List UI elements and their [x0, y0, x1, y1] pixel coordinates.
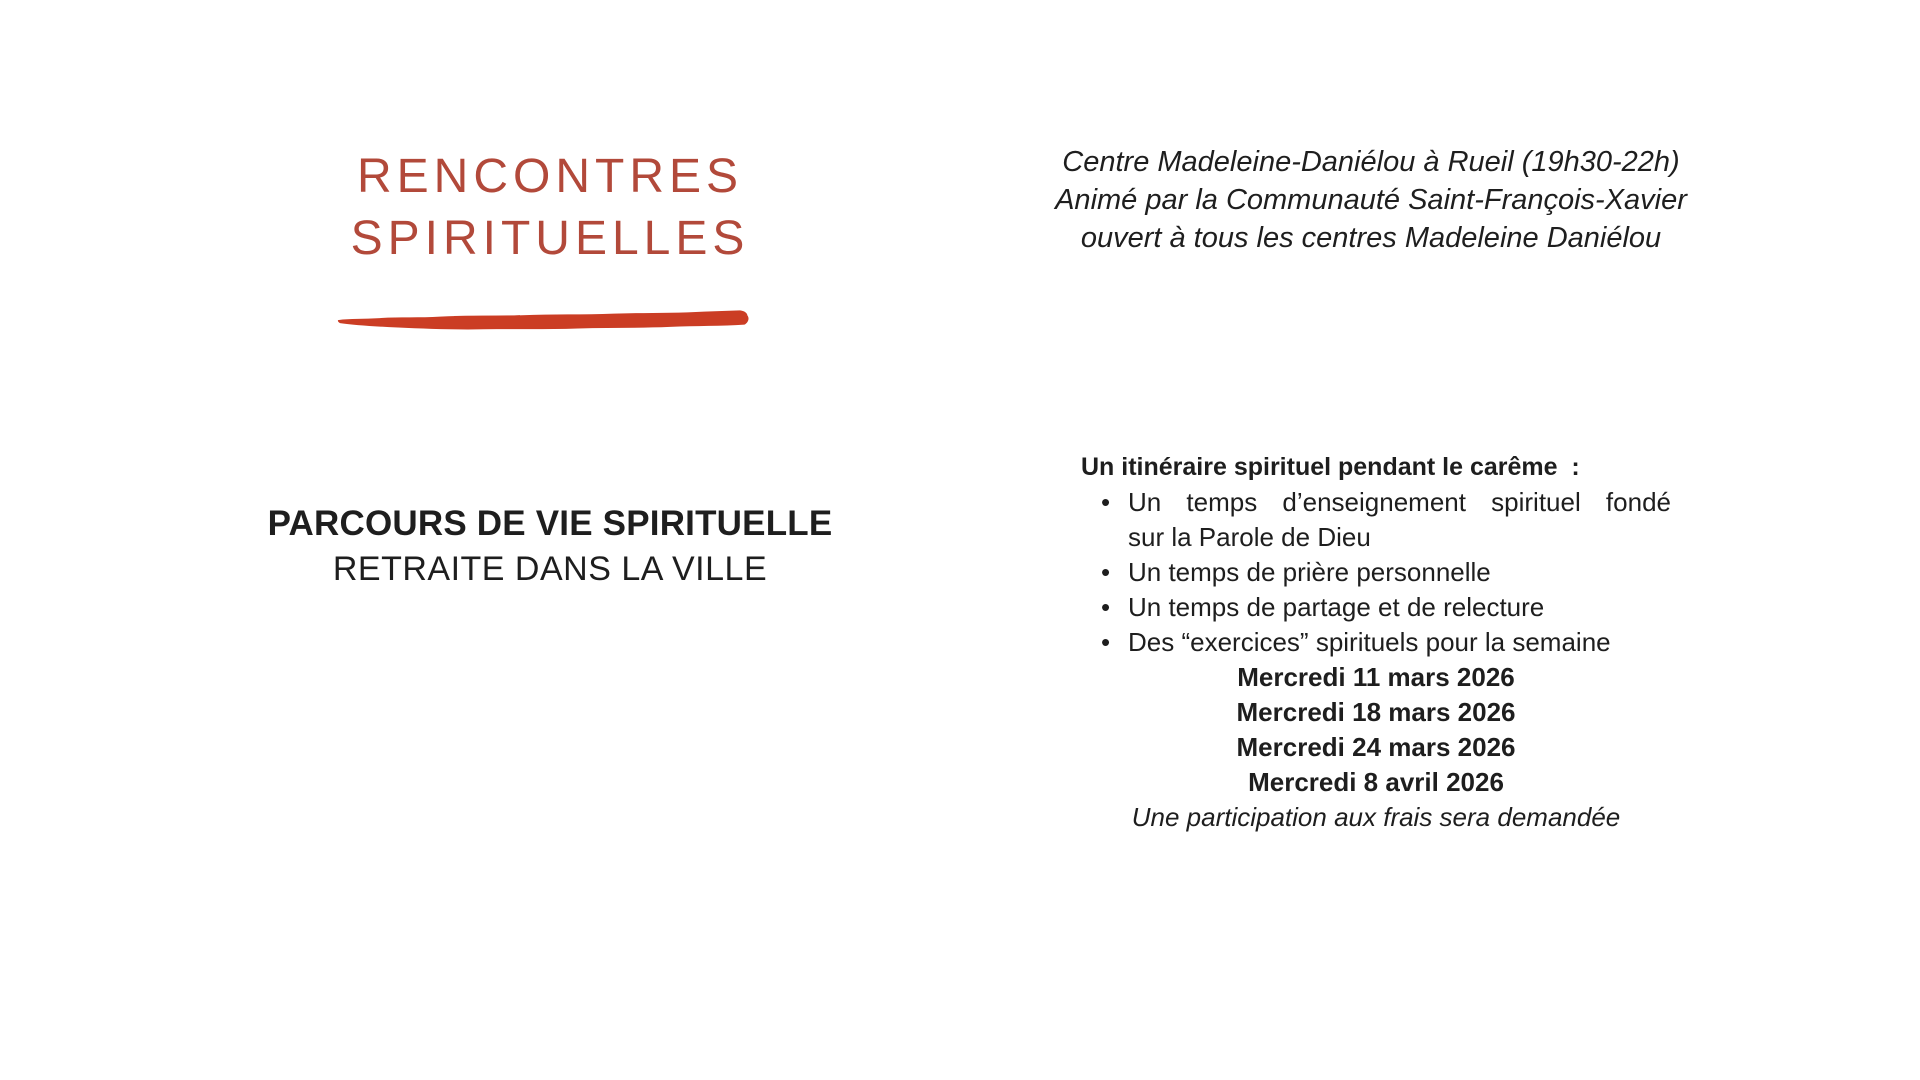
- retreat-bullet-list: [1081, 485, 1671, 660]
- bullet-text-line: Un temps de partage et de relecture: [1128, 592, 1545, 622]
- list-item: [1081, 625, 1671, 660]
- list-item: [1081, 590, 1671, 625]
- masthead-title: [250, 146, 850, 270]
- program-title-block: [250, 501, 850, 591]
- bullet-icon: •: [1101, 627, 1111, 657]
- program-subtitle: RETRAITE DANS LA VILLE: [332, 550, 768, 588]
- session-date: Mercredi 11 mars 2026: [1237, 662, 1515, 692]
- retreat-details-block: [1081, 450, 1671, 835]
- retreat-heading: Un itinéraire spirituel pendant le carême :: [1081, 453, 1580, 481]
- venue-info-block: [1021, 143, 1721, 257]
- venue-info-line1: Centre Madeleine-Daniélou à Rueil (19h30-22h): [1062, 146, 1680, 178]
- bullet-text-line: Un temps de prière personnelle: [1128, 557, 1491, 587]
- bullet-icon: •: [1101, 487, 1111, 517]
- session-date: Mercredi 18 mars 2026: [1236, 697, 1516, 727]
- session-date: Mercredi 8 avril 2026: [1248, 767, 1504, 797]
- bullet-text-line: Des “exercices” spirituels pour la semaine: [1128, 627, 1611, 657]
- bullet-icon: •: [1101, 557, 1111, 587]
- bullet-icon: •: [1101, 592, 1111, 622]
- list-item: [1081, 555, 1671, 590]
- session-date: Mercredi 24 mars 2026: [1236, 732, 1516, 762]
- venue-info-line3: ouvert à tous les centres Madeleine Daniélou: [1080, 222, 1662, 254]
- masthead-title-line2: SPIRITUELLES: [350, 212, 750, 265]
- list-item: [1081, 485, 1671, 555]
- program-title: PARCOURS DE VIE SPIRITUELLE: [267, 504, 833, 543]
- venue-info-line2: Animé par la Communauté Saint-François-Xavier: [1055, 184, 1687, 216]
- bullet-text-line: sur la Parole de Dieu: [1128, 522, 1371, 552]
- brush-stroke-underline: [336, 304, 752, 332]
- bullet-text-line: Un temps d’enseignement spirituel fondé: [1128, 487, 1671, 517]
- participation-note: Une participation aux frais sera demandée: [1131, 802, 1621, 832]
- masthead-title-line1: RENCONTRES: [356, 150, 744, 203]
